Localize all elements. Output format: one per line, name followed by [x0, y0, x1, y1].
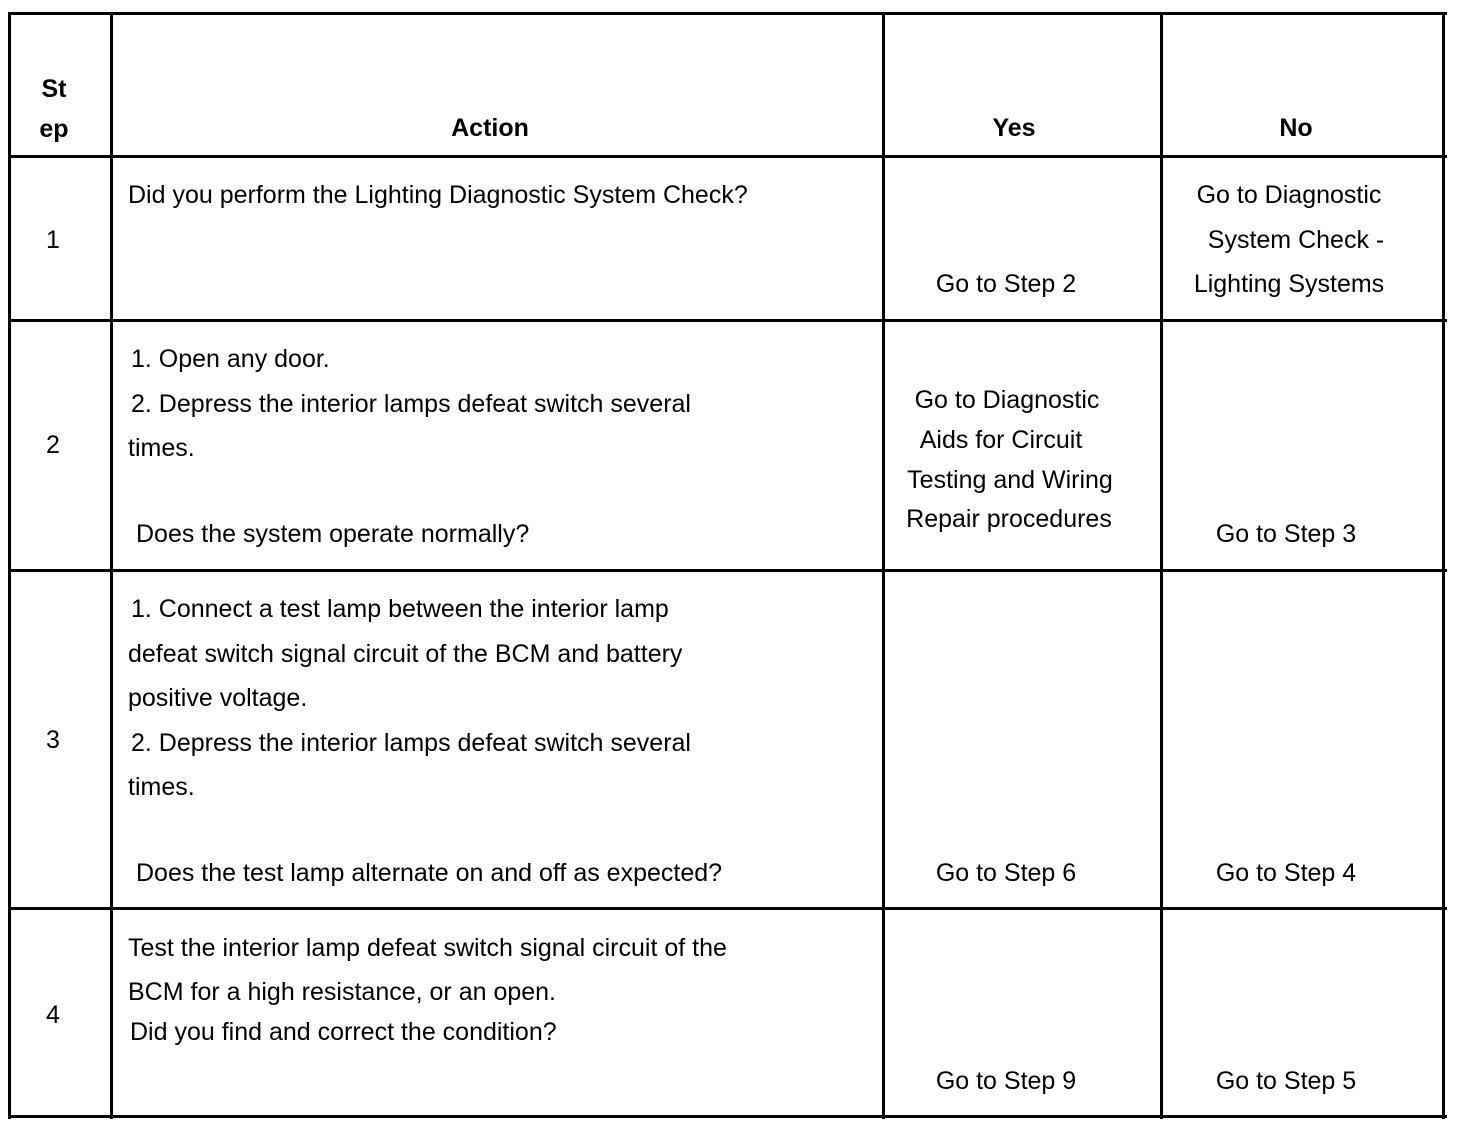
table-border-top: [8, 12, 1447, 15]
step-number: 4: [46, 1001, 60, 1029]
action-question: Does the system operate normally?: [136, 520, 530, 548]
row-divider: [8, 907, 1447, 910]
yes-link-line[interactable]: Testing and Wiring: [907, 466, 1113, 494]
table-border-right: [1442, 12, 1445, 1119]
yes-link[interactable]: Go to Step 6: [935, 859, 1077, 887]
header-step-line2: ep: [39, 115, 69, 143]
header-no: No: [1279, 114, 1313, 142]
action-text: Test the interior lamp defeat switch signal circuit of the: [128, 934, 727, 962]
column-divider: [882, 12, 885, 1119]
header-action: Action: [451, 114, 529, 142]
step-number: 1: [46, 226, 60, 254]
step-number: 3: [46, 726, 60, 754]
action-text: 2. Depress the interior lamps defeat switch several: [131, 390, 691, 418]
yes-link[interactable]: Go to Step 9: [935, 1067, 1077, 1095]
action-question: Did you find and correct the condition?: [130, 1018, 557, 1046]
row-divider: [8, 319, 1447, 322]
step-number: 2: [46, 431, 60, 459]
header-step-line1: St: [41, 75, 67, 103]
action-text: BCM for a high resistance, or an open.: [128, 978, 557, 1006]
no-link[interactable]: Go to Step 5: [1215, 1067, 1357, 1095]
row-divider: [8, 569, 1447, 572]
action-text: defeat switch signal circuit of the BCM and battery: [128, 640, 683, 668]
no-link[interactable]: Go to Step 3: [1215, 520, 1357, 548]
no-link-line[interactable]: Lighting Systems: [1193, 270, 1385, 298]
row-divider: [8, 155, 1447, 158]
table-border-left: [8, 12, 11, 1119]
action-text: times.: [128, 773, 195, 801]
action-text: 1. Connect a test lamp between the interior lamp: [131, 595, 669, 623]
header-yes: Yes: [992, 114, 1036, 142]
header-step: [39, 77, 68, 142]
action-text: Did you perform the Lighting Diagnostic System Check?: [128, 181, 748, 209]
yes-link-line[interactable]: Go to Diagnostic: [914, 386, 1100, 414]
action-text: positive voltage.: [128, 684, 308, 712]
action-question: Does the test lamp alternate on and off as expected?: [136, 859, 723, 887]
no-link[interactable]: Go to Step 4: [1215, 859, 1357, 887]
action-text: 2. Depress the interior lamps defeat switch several: [131, 729, 691, 757]
yes-link[interactable]: Go to Step 2: [935, 270, 1077, 298]
column-divider: [110, 12, 113, 1119]
yes-link-line[interactable]: Repair procedures: [906, 505, 1112, 533]
action-text: 1. Open any door.: [131, 345, 330, 373]
yes-link-line[interactable]: Aids for Circuit: [919, 426, 1083, 454]
no-link-line[interactable]: Go to Diagnostic: [1196, 181, 1382, 209]
table-border-bottom: [8, 1115, 1447, 1118]
no-link-line[interactable]: System Check -: [1207, 226, 1385, 254]
column-divider: [1160, 12, 1163, 1119]
action-text: times.: [128, 434, 195, 462]
